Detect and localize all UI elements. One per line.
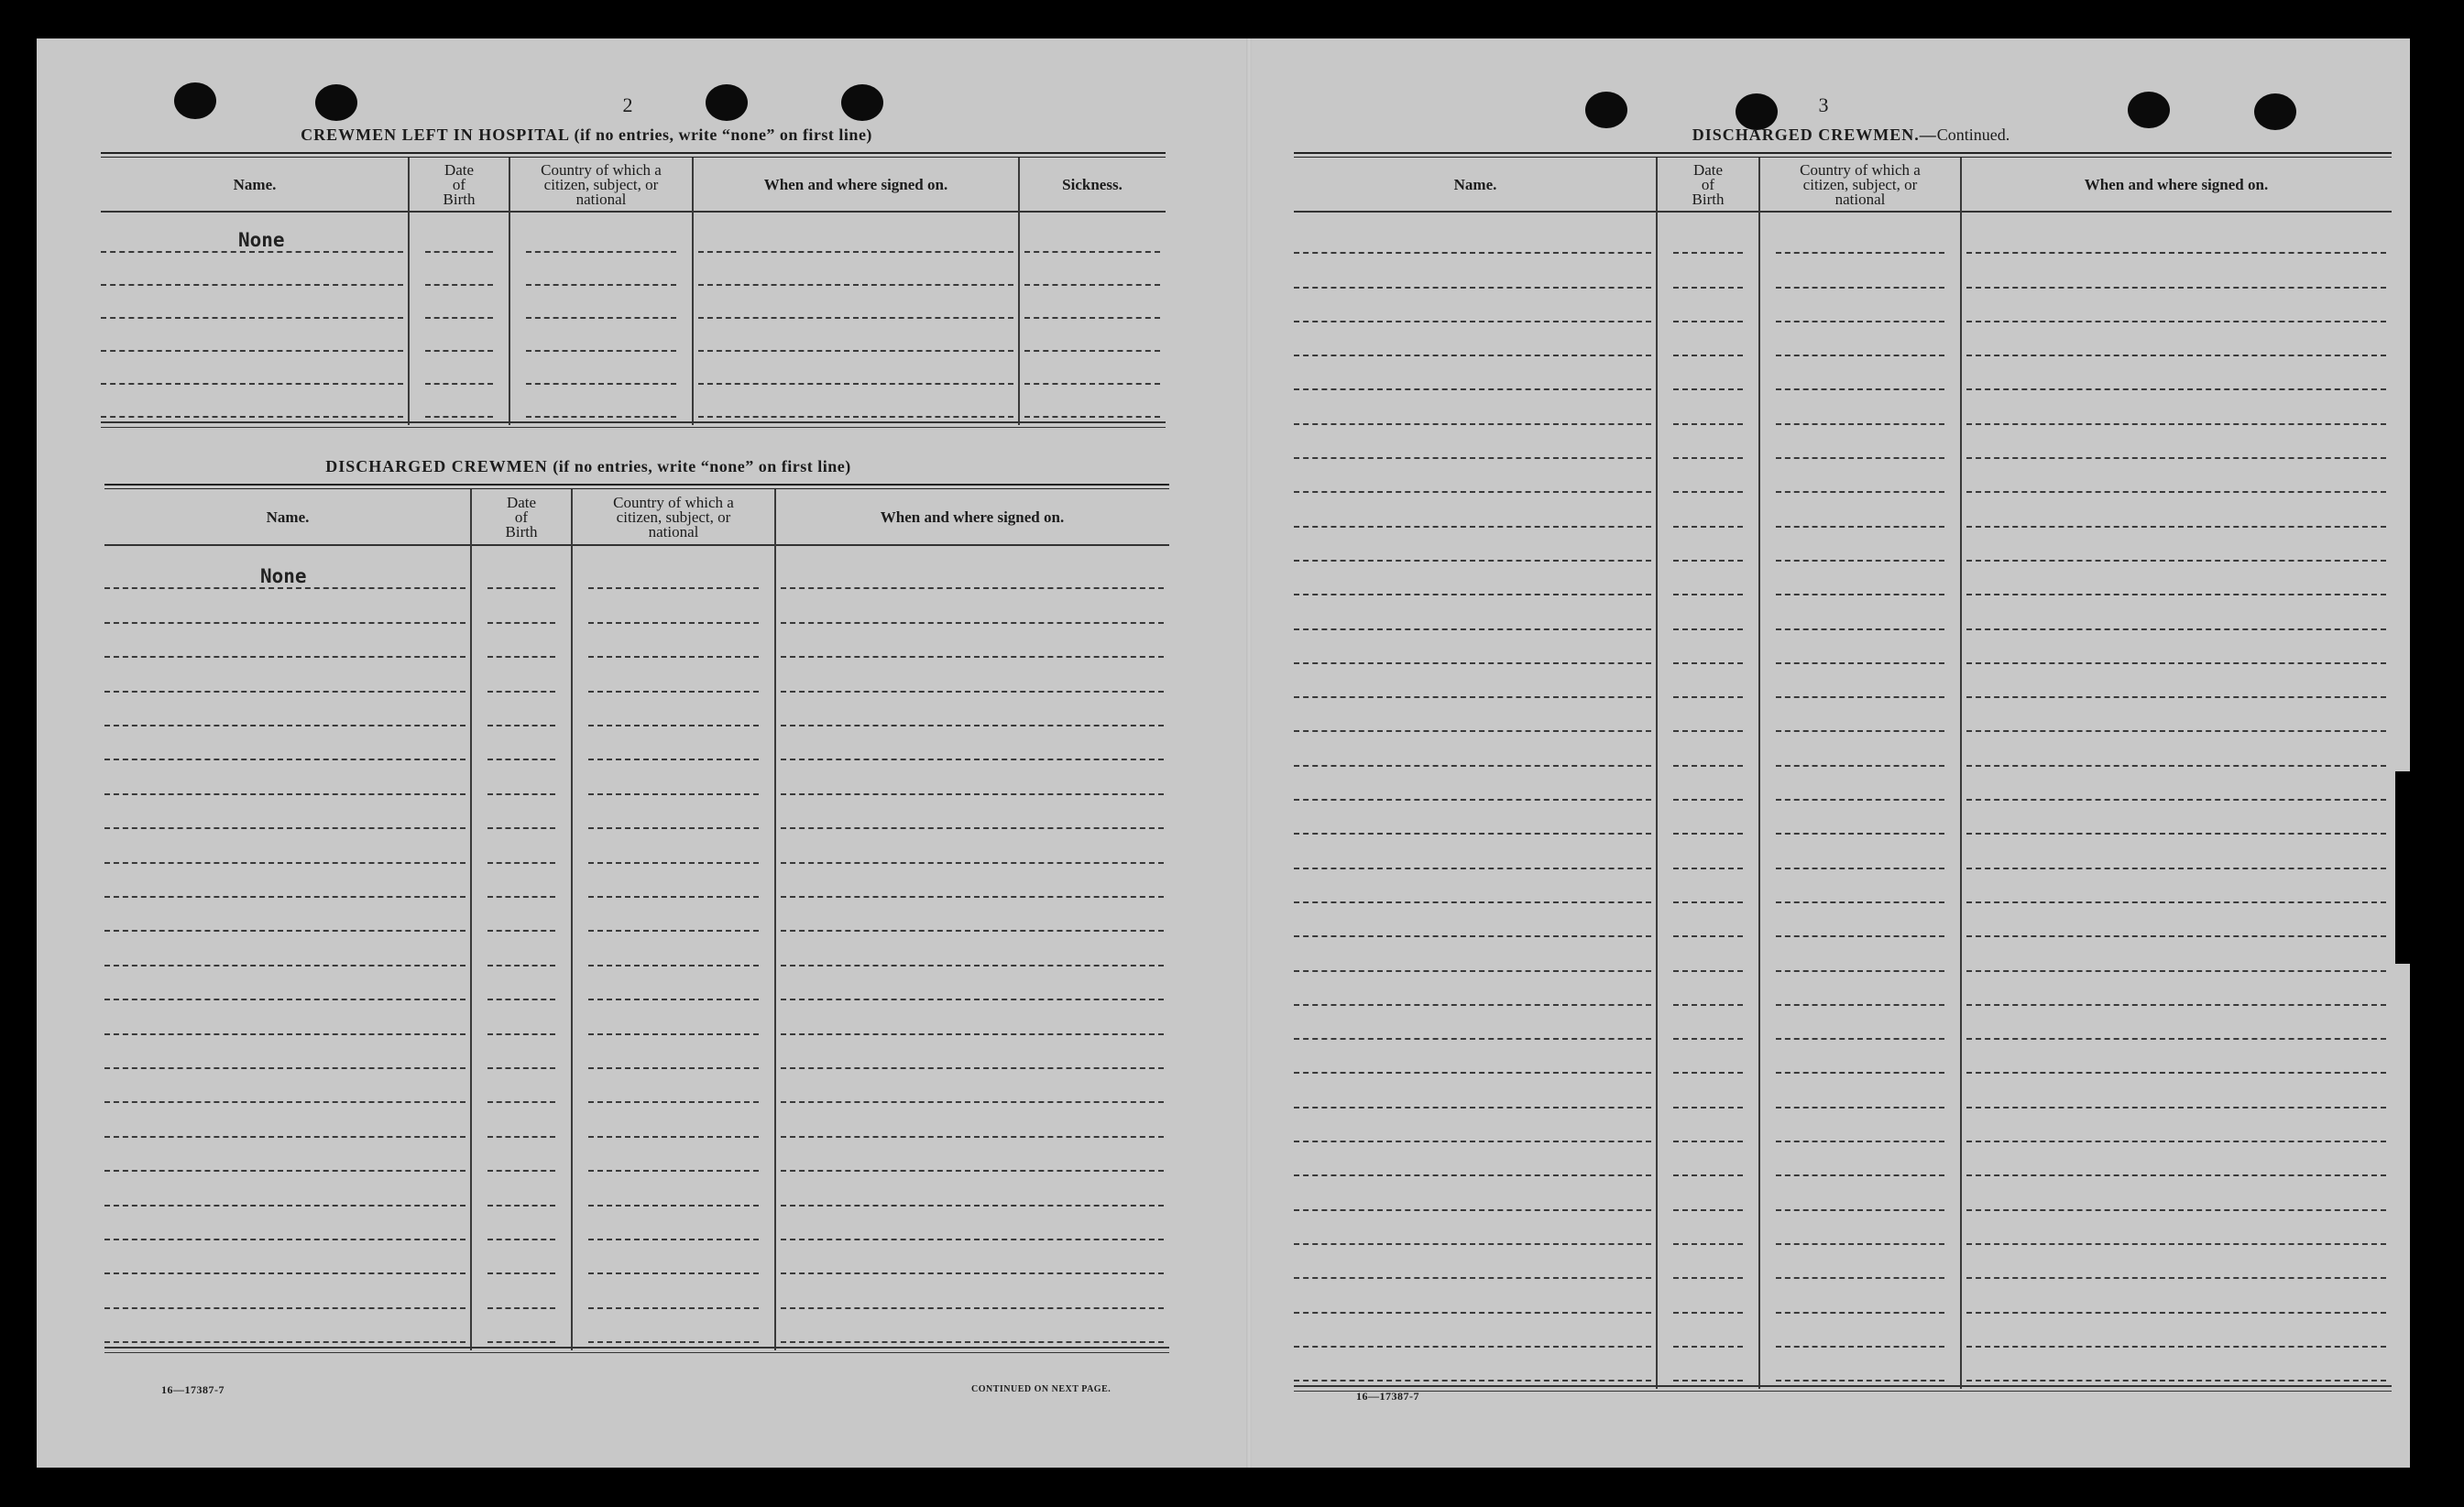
table-row bbox=[104, 693, 1169, 726]
discharged-section-title bbox=[103, 457, 1074, 476]
table-row bbox=[104, 589, 1169, 623]
discharged-continued-text: DISCHARGED CREWMEN.— bbox=[1692, 126, 1937, 144]
blank-line bbox=[698, 416, 1013, 418]
table-row bbox=[1294, 1211, 2392, 1245]
table-row bbox=[1294, 595, 2392, 629]
blank-line bbox=[487, 1341, 555, 1343]
table-row bbox=[104, 624, 1169, 658]
table-bottom-rule bbox=[101, 421, 1166, 423]
punch-hole-icon bbox=[174, 82, 216, 119]
table-row bbox=[104, 726, 1169, 760]
table-row bbox=[104, 864, 1169, 898]
table-row bbox=[104, 1309, 1169, 1343]
table-row bbox=[101, 286, 1166, 319]
blank-line bbox=[104, 1341, 465, 1343]
table-row bbox=[101, 352, 1166, 385]
punch-hole-icon bbox=[706, 84, 748, 121]
table-top-rule bbox=[101, 152, 1166, 154]
punch-hole-icon bbox=[315, 84, 357, 121]
table-row bbox=[104, 1207, 1169, 1240]
table-row bbox=[104, 555, 1169, 589]
table-row bbox=[101, 319, 1166, 352]
blank-line bbox=[781, 1341, 1164, 1343]
column-header-signed: When and where signed on. bbox=[2084, 176, 2269, 193]
table-row bbox=[1294, 459, 2392, 493]
table-top-rule-thin bbox=[104, 488, 1169, 489]
blank-line bbox=[101, 416, 403, 418]
table-row bbox=[101, 253, 1166, 286]
table-row bbox=[104, 1274, 1169, 1308]
table-top-rule bbox=[104, 484, 1169, 486]
table-row bbox=[1294, 391, 2392, 425]
table-row bbox=[1294, 528, 2392, 562]
column-header-sickness: Sickness. bbox=[1062, 176, 1122, 193]
table-row bbox=[104, 966, 1169, 1000]
table-row bbox=[1294, 664, 2392, 698]
table-row bbox=[1294, 562, 2392, 595]
table-row bbox=[104, 898, 1169, 932]
blank-line bbox=[1966, 1380, 2386, 1381]
punch-hole-icon bbox=[2128, 92, 2170, 128]
hospital-section-title bbox=[101, 126, 1072, 145]
table-row bbox=[1294, 801, 2392, 835]
table-row bbox=[1294, 903, 2392, 937]
discharged-title-text: DISCHARGED CREWMEN bbox=[325, 457, 548, 475]
name-entry: None bbox=[260, 565, 307, 588]
table-row bbox=[1294, 1108, 2392, 1142]
blank-line bbox=[1024, 416, 1160, 418]
table-row bbox=[104, 760, 1169, 794]
column-header-name: Name. bbox=[233, 176, 277, 193]
table-row bbox=[1294, 1314, 2392, 1348]
page-fold bbox=[1246, 38, 1252, 1468]
punch-hole-icon bbox=[841, 84, 883, 121]
table-bottom-rule bbox=[1294, 1385, 2392, 1387]
form-code-left: 16—17387-7 bbox=[161, 1383, 224, 1396]
table-row bbox=[1294, 1142, 2392, 1176]
table-row bbox=[1294, 733, 2392, 767]
discharged-continued-suffix: Continued. bbox=[1936, 126, 2010, 144]
discharged-continued-table bbox=[1294, 152, 2392, 1427]
table-row bbox=[1294, 869, 2392, 903]
table-header-rule bbox=[1294, 211, 2392, 213]
page-number-right: 3 bbox=[1818, 93, 1829, 116]
blank-line bbox=[1294, 1380, 1651, 1381]
table-row bbox=[1294, 1040, 2392, 1074]
table-row bbox=[1294, 1006, 2392, 1040]
column-header-country: Country of which a citizen, subject, or national bbox=[613, 494, 734, 541]
blank-line bbox=[425, 416, 493, 418]
table-row bbox=[104, 1035, 1169, 1069]
punch-hole-icon bbox=[1736, 93, 1778, 130]
form-code-right: 16—17387-7 bbox=[1356, 1390, 1419, 1403]
table-row bbox=[104, 1172, 1169, 1206]
column-header-dob: Date of Birth bbox=[443, 161, 476, 208]
table-row bbox=[104, 932, 1169, 966]
table-row bbox=[1294, 767, 2392, 801]
table-row bbox=[104, 1000, 1169, 1034]
document-sheet bbox=[37, 38, 2410, 1468]
blank-line bbox=[1673, 1380, 1743, 1381]
hospital-table bbox=[101, 152, 1166, 473]
blank-line bbox=[588, 1341, 759, 1343]
table-bottom-rule-thin bbox=[104, 1352, 1169, 1353]
edge-tab-mark bbox=[2395, 771, 2410, 964]
table-bottom-rule-thin bbox=[1294, 1391, 2392, 1392]
table-row bbox=[1294, 254, 2392, 288]
punch-hole-icon bbox=[2254, 93, 2296, 130]
table-header-rule bbox=[104, 544, 1169, 546]
discharged-table bbox=[104, 484, 1169, 1420]
table-row bbox=[1294, 493, 2392, 527]
table-row bbox=[104, 795, 1169, 829]
column-header-name: Name. bbox=[266, 508, 310, 526]
table-row bbox=[1294, 356, 2392, 390]
table-row bbox=[104, 1069, 1169, 1103]
table-row bbox=[1294, 1245, 2392, 1279]
hospital-title-note: (if no entries, write “none” on first line) bbox=[574, 126, 872, 144]
table-row bbox=[1294, 1348, 2392, 1381]
table-top-rule-thin bbox=[1294, 157, 2392, 158]
table-row bbox=[1294, 1075, 2392, 1108]
table-bottom-rule-thin bbox=[101, 427, 1166, 428]
table-row bbox=[1294, 322, 2392, 356]
column-header-country: Country of which a citizen, subject, or national bbox=[1800, 161, 1921, 208]
table-row bbox=[1294, 630, 2392, 664]
table-bottom-rule bbox=[104, 1347, 1169, 1349]
column-header-signed: When and where signed on. bbox=[763, 176, 948, 193]
table-row bbox=[1294, 972, 2392, 1006]
table-row bbox=[104, 1138, 1169, 1172]
table-row bbox=[1294, 835, 2392, 868]
table-row bbox=[1294, 220, 2392, 254]
column-header-name: Name. bbox=[1453, 176, 1497, 193]
table-row bbox=[101, 220, 1166, 253]
table-row bbox=[1294, 1176, 2392, 1210]
discharged-continued-title bbox=[1512, 126, 2190, 145]
table-row bbox=[104, 1103, 1169, 1137]
discharged-title-note: (if no entries, write “none” on first line) bbox=[553, 457, 851, 475]
table-row bbox=[1294, 698, 2392, 732]
table-header-rule bbox=[101, 211, 1166, 213]
table-row bbox=[1294, 1279, 2392, 1313]
table-row bbox=[1294, 937, 2392, 971]
table-row bbox=[1294, 425, 2392, 459]
table-row bbox=[1294, 289, 2392, 322]
table-row bbox=[104, 829, 1169, 863]
table-row bbox=[101, 385, 1166, 418]
column-header-country: Country of which a citizen, subject, or national bbox=[541, 161, 662, 208]
table-row bbox=[104, 1240, 1169, 1274]
table-top-rule-thin bbox=[101, 157, 1166, 158]
column-header-dob: Date of Birth bbox=[1692, 161, 1725, 208]
hospital-title-text: CREWMEN LEFT IN HOSPITAL bbox=[301, 126, 569, 144]
name-entry: None bbox=[238, 229, 285, 251]
column-header-signed: When and where signed on. bbox=[880, 508, 1065, 526]
column-header-dob: Date of Birth bbox=[505, 494, 538, 541]
page-number-left: 2 bbox=[622, 93, 633, 116]
table-top-rule bbox=[1294, 152, 2392, 154]
punch-hole-icon bbox=[1585, 92, 1627, 128]
blank-line bbox=[1776, 1380, 1944, 1381]
continued-note: CONTINUED ON NEXT PAGE. bbox=[971, 1384, 1112, 1394]
blank-line bbox=[526, 416, 676, 418]
table-row bbox=[104, 658, 1169, 692]
